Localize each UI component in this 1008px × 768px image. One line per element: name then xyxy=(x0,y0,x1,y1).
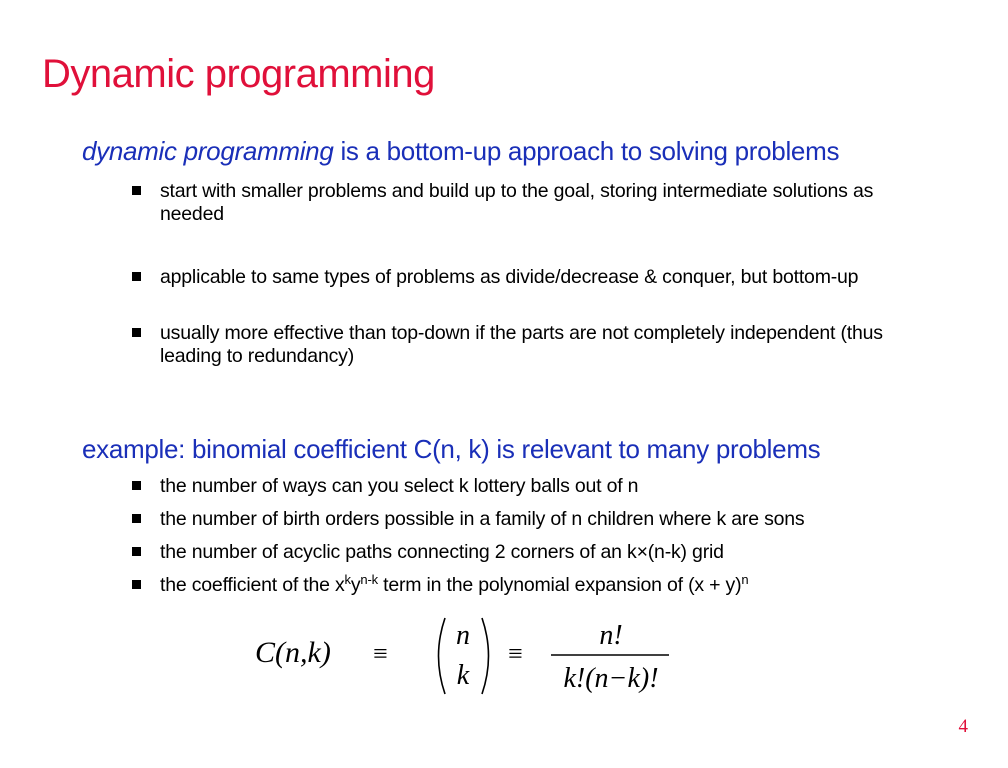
superscript: n xyxy=(741,572,749,587)
bullet-text: start with smaller problems and build up to the goal, storing intermediate solutions as needed xyxy=(160,180,874,225)
formula-lhs: C(n,k) xyxy=(255,636,331,669)
list-item xyxy=(132,266,892,289)
list-item xyxy=(132,322,892,368)
superscript: k xyxy=(344,572,351,587)
binomial-formula-svg xyxy=(255,612,685,702)
bullet-text-part: term in the polynomial expansion of (x + y) xyxy=(377,574,742,596)
page-number: 4 xyxy=(958,716,968,737)
square-bullet-icon xyxy=(132,328,141,337)
section-heading-example: example: binomial coefficient C(n, k) is relevant to many problems xyxy=(82,434,821,464)
list-item xyxy=(132,508,892,531)
fraction-numerator: n! xyxy=(599,620,623,651)
square-bullet-icon xyxy=(132,481,141,490)
section-heading-dynamic-programming xyxy=(82,136,839,167)
heading-italic-term: dynamic programming xyxy=(82,136,334,166)
list-item xyxy=(132,574,892,597)
binomial-left-paren-icon xyxy=(439,618,446,694)
square-bullet-icon xyxy=(132,514,141,523)
bullet-text xyxy=(160,574,892,597)
square-bullet-icon xyxy=(132,547,141,556)
bullet-text-part: y xyxy=(350,574,361,596)
binomial-right-paren-icon xyxy=(482,618,489,694)
superscript: n-k xyxy=(360,572,378,587)
fraction-denominator: k!(n−k)! xyxy=(563,663,659,694)
formula-equiv-2: ≡ xyxy=(508,639,523,668)
binomial-formula xyxy=(255,612,685,702)
bullet-text: the number of acyclic paths connecting 2 corners of an k×(n-k) grid xyxy=(160,541,724,563)
bullet-text-part: the coefficient of the x xyxy=(160,574,345,596)
bullet-text: the number of birth orders possible in a family of n children where k are sons xyxy=(160,508,805,530)
square-bullet-icon xyxy=(132,580,141,589)
list-item xyxy=(132,541,892,564)
heading-rest-text: is a bottom-up approach to solving problems xyxy=(333,136,840,166)
square-bullet-icon xyxy=(132,186,141,195)
bullet-text: usually more effective than top-down if the parts are not completely independent (thus leading to redundancy) xyxy=(160,322,883,367)
slide-title: Dynamic programming xyxy=(42,52,435,96)
list-item xyxy=(132,475,892,498)
binomial-bottom: k xyxy=(456,660,470,691)
bullet-text: applicable to same types of problems as divide/decrease & conquer, but bottom-up xyxy=(160,266,859,288)
list-item xyxy=(132,180,892,226)
formula-equiv-1: ≡ xyxy=(373,639,388,668)
bullet-text: the number of ways can you select k lottery balls out of n xyxy=(160,475,639,497)
square-bullet-icon xyxy=(132,272,141,281)
binomial-top: n xyxy=(456,620,470,651)
